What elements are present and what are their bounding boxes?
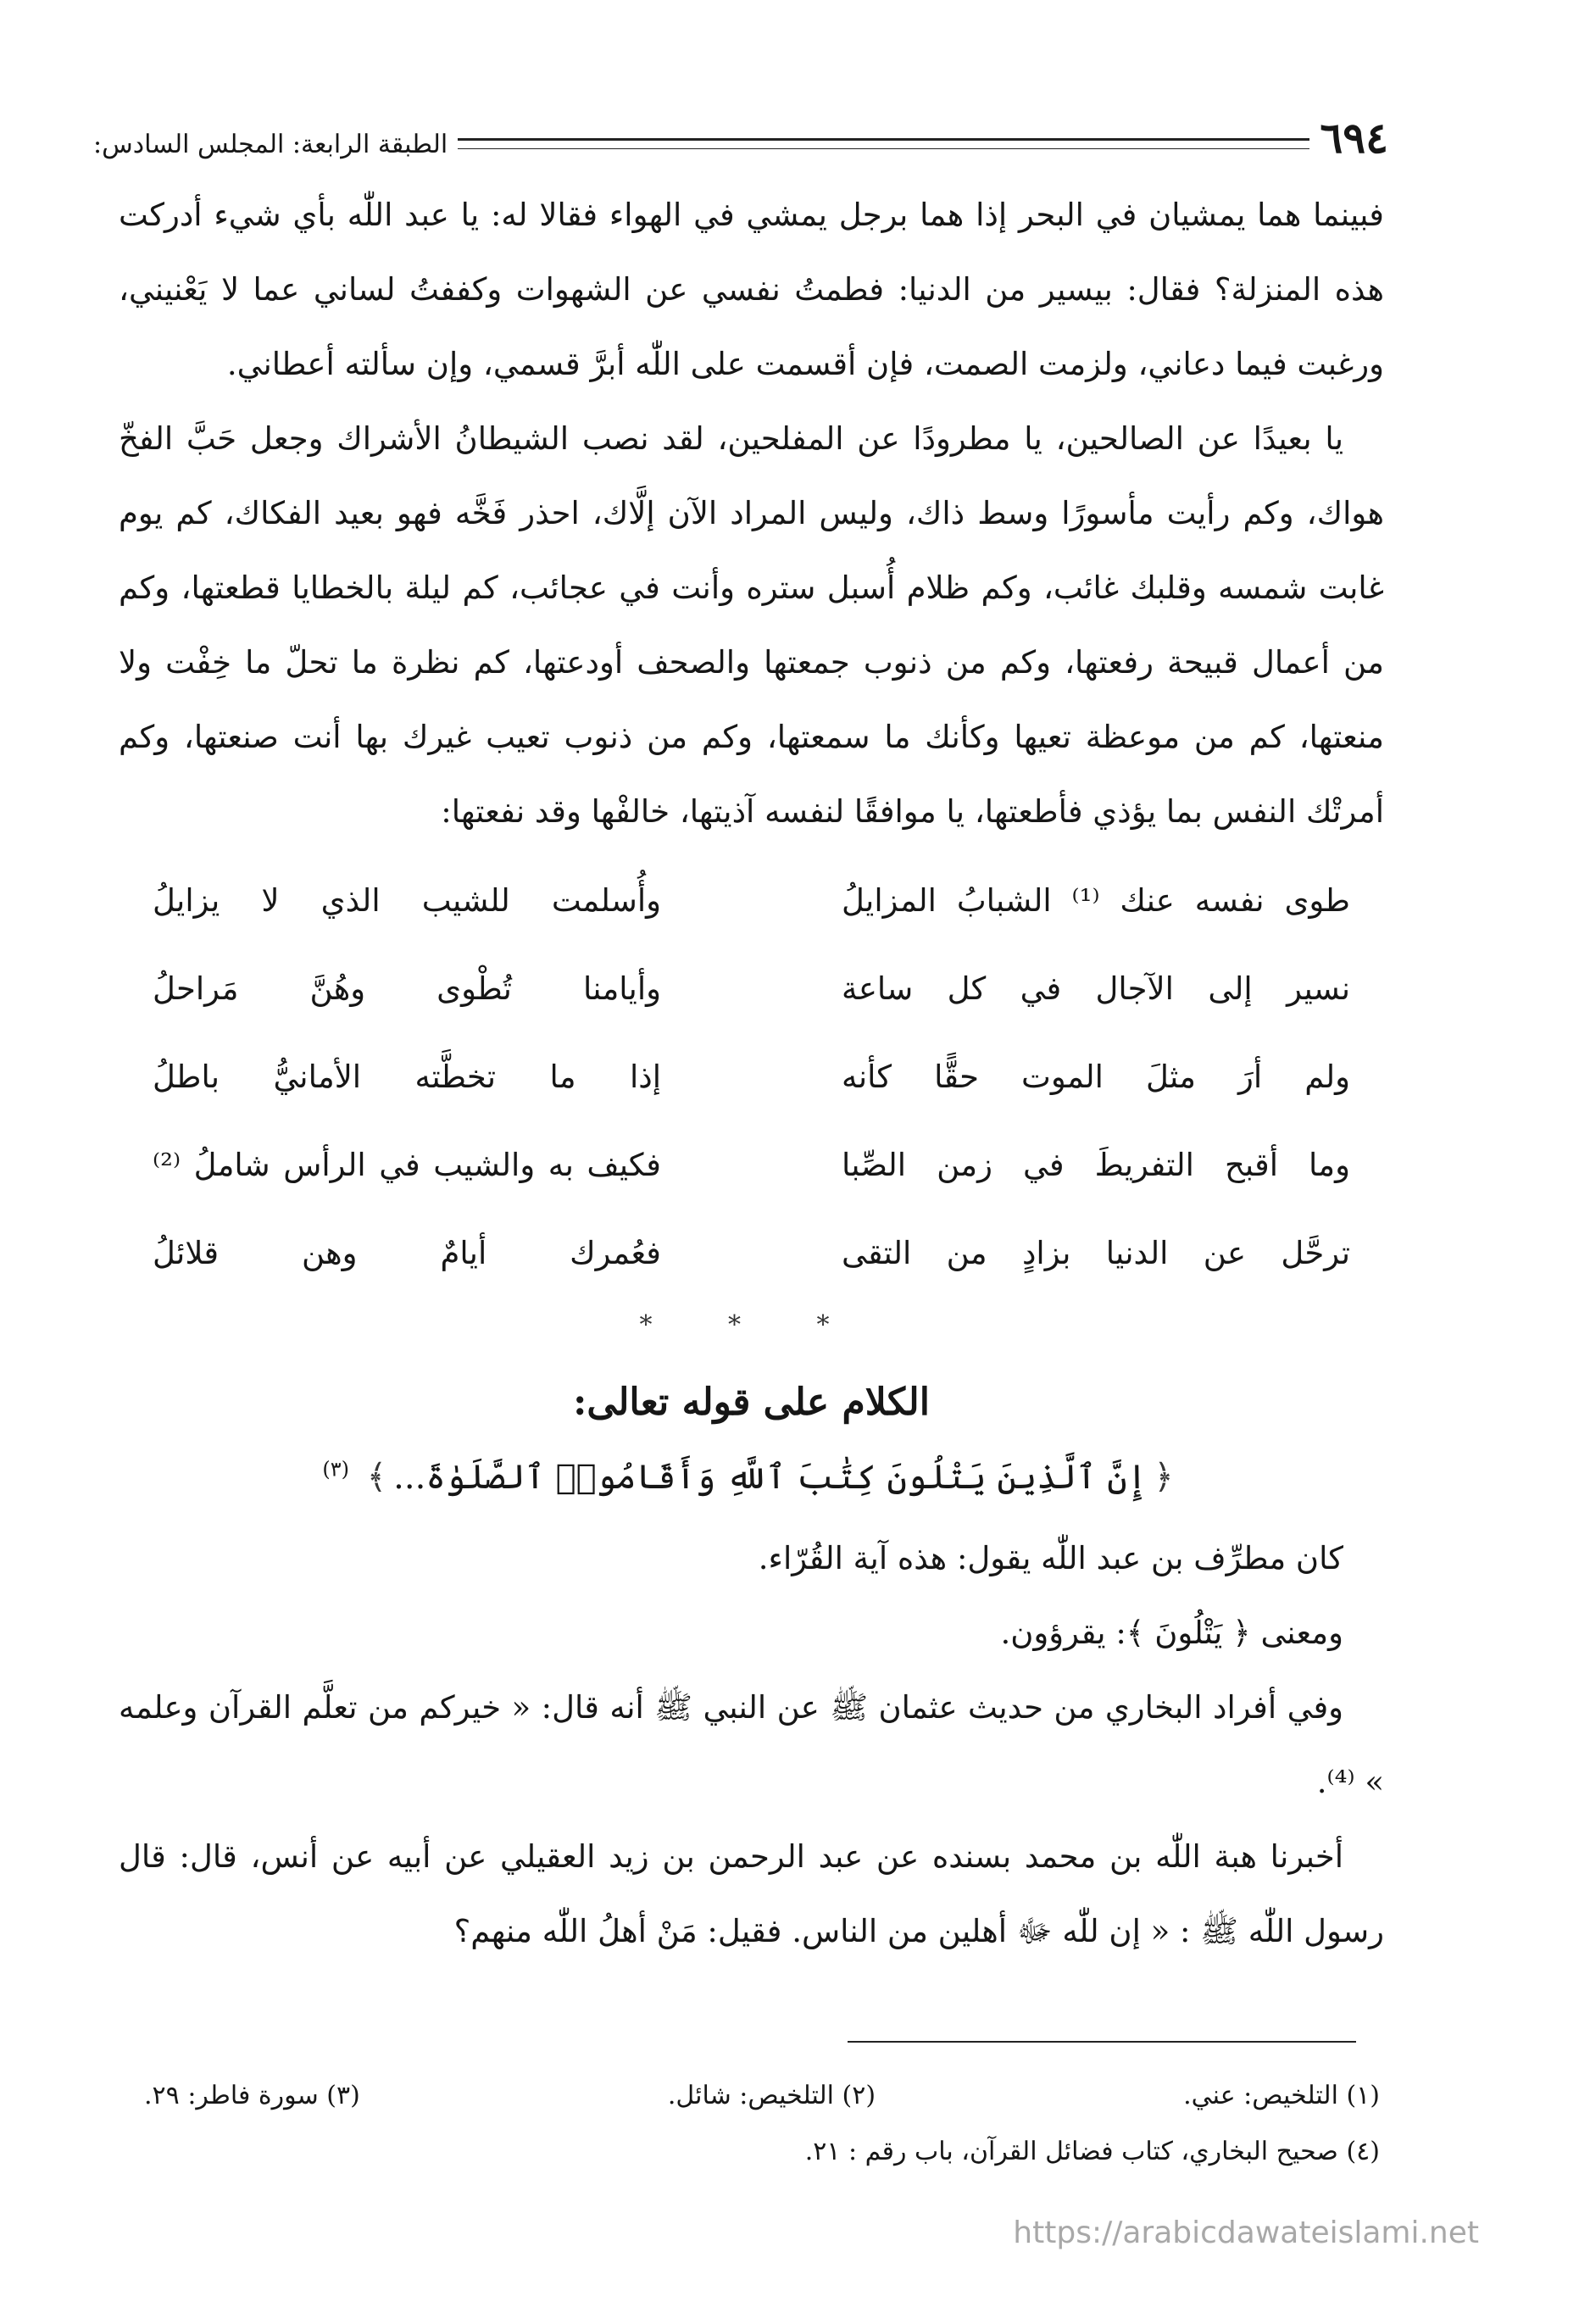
footnote-row: [144, 2068, 1380, 2124]
poem: [119, 856, 1384, 1297]
poem-verse: [119, 1120, 1384, 1209]
poem-verse: [119, 944, 1384, 1032]
paragraph: أخبرنا هبة اللّٰه بن محمد بسنده عن عبد الرحمن بن زيد العقيلي عن أبيه عن أنس، قال: قال رسول اللّٰه ﷺ : « إن للّٰه ﷻ أهلين من الناس. فقيل: مَنْ أهلُ اللّٰه منهم؟: [119, 1838, 1384, 1949]
poem-first-hemistich: نسير إلى الآجال في كل ساعة: [842, 970, 1350, 1007]
watermark-url: https://arabicdawateislami.net: [1013, 2216, 1479, 2250]
poem-first-hemistich: وما أقبح التفريطَ في زمن الصِّبا: [842, 1146, 1350, 1183]
poem-second-hemistich: وأيامنا تُطْوى وهُنَّ مَراحلُ: [153, 970, 661, 1007]
footnote-rule: [848, 2041, 1356, 2043]
section-separator: * * *: [639, 1310, 864, 1340]
poem-second-hemistich: فعُمرك أيامٌ وهن قلائلُ: [153, 1234, 661, 1271]
footnote: (٢) التلخيص: شائل.: [667, 2081, 876, 2110]
quran-verse: [119, 1442, 1384, 1513]
poem-first-hemistich: طوى نفسه عنك ⁽¹⁾ الشبابُ المزايلُ: [842, 881, 1350, 919]
footnote-marker: (٣): [322, 1457, 350, 1482]
poem-first-hemistich: ترحَّل عن الدنيا بزادٍ من التقى: [842, 1234, 1350, 1271]
poem-second-hemistich: إذا ما تخطَّته الأمانيُّ باطلُ: [153, 1058, 661, 1095]
section-heading: الكلام على قوله تعالى:: [573, 1381, 930, 1424]
footnotes: [144, 2068, 1380, 2180]
running-header: [93, 100, 1388, 163]
main-text: [119, 178, 1384, 1969]
poem-verse: [119, 1032, 1384, 1120]
paragraph: وفي أفراد البخاري من حديث عثمان ﷺ عن النبي ﷺ أنه قال: « خيركم من تعلَّم القرآن وعلمه » ⁽⁴⁾.: [119, 1689, 1384, 1800]
running-title: الطبقة الرابعة: المجلس السادس:: [93, 130, 448, 159]
footnote: (١) التلخيص: عني.: [1183, 2081, 1380, 2110]
verse-open-bracket: ﴿: [1154, 1458, 1174, 1497]
poem-verse: [119, 1209, 1384, 1297]
poem-verse: [119, 856, 1384, 944]
page-number: ٦٩٤: [1320, 113, 1388, 163]
paragraph: كان مطرِّف بن عبد اللّٰه يقول: هذه آية القُرّاء.: [758, 1540, 1343, 1576]
paragraph: فبينما هما يمشيان في البحر إذا هما برجل يمشي في الهواء فقالا له: يا عبد اللّٰه بأي شيء أدركت هذه المنزلة؟ فقال: بيسير من الدنيا: فطمتُ نفسي عن الشهوات وكففتُ لساني عما لا يَعْنيني، ورغبت فيما دعاني، ولزمت الصمت، فإن أقسمت على اللّٰه أبرَّ قسمي، وإن سألته أعطاني.: [119, 197, 1384, 382]
paragraph: يا بعيدًا عن الصالحين، يا مطرودًا عن المفلحين، لقد نصب الشيطانُ الأشراك وجعل حَبَّ الفخّ هواك، وكم رأيت مأسورًا وسط ذاك، وليس المراد الآن إلَّاك، احذر فَخَّه فهو بعيد الفكاك، كم يوم غابت شمسه وقلبك غائب، وكم ظلام أُسبل ستره وأنت في عجائب، كم ليلة بالخطايا قطعتها، وكم من أعمال قبيحة رفعتها، وكم من ذنوب جمعتها والصحف أودعتها، كم نظرة ما تحلّ ما خِفْت ولا منعتها، كم من موعظة تعيها وكأنك ما سمعتها، وكم من ذنوب تعيب غيرك بها أنت صنعتها، وكم أمرتْك النفس بما يؤذي فأطعتها، يا موافقًا لنفسه آذيتها، خالفْها وقد نفعتها:: [119, 420, 1384, 830]
footnote: (٣) سورة فاطر: ٢٩.: [144, 2081, 360, 2110]
footnote: (٤) صحيح البخاري، كتاب فضائل القرآن، باب رقم : ٢١.: [804, 2137, 1380, 2166]
poem-second-hemistich: وأُسلمت للشيب الذي لا يزايلُ: [153, 881, 661, 919]
poem-first-hemistich: ولم أرَ مثلَ الموت حقًّا كأنه: [842, 1058, 1350, 1095]
verse-text: إِنَّ ٱلَّذِينَ يَتْلُونَ كِتَٰبَ ٱللَّهِ وَأَقَامُوا۟ ٱلصَّلَوٰةَ...: [393, 1458, 1148, 1497]
footnote-row: [144, 2124, 1380, 2180]
paragraph: ومعنى ﴿ يَتْلُونَ ﴾: يقرؤون.: [1000, 1615, 1343, 1651]
poem-second-hemistich: فكيف به والشيب في الرأس شاملُ ⁽²⁾: [153, 1146, 661, 1183]
verse-close-bracket: ﴾: [366, 1458, 387, 1497]
header-double-rule: [458, 138, 1309, 149]
